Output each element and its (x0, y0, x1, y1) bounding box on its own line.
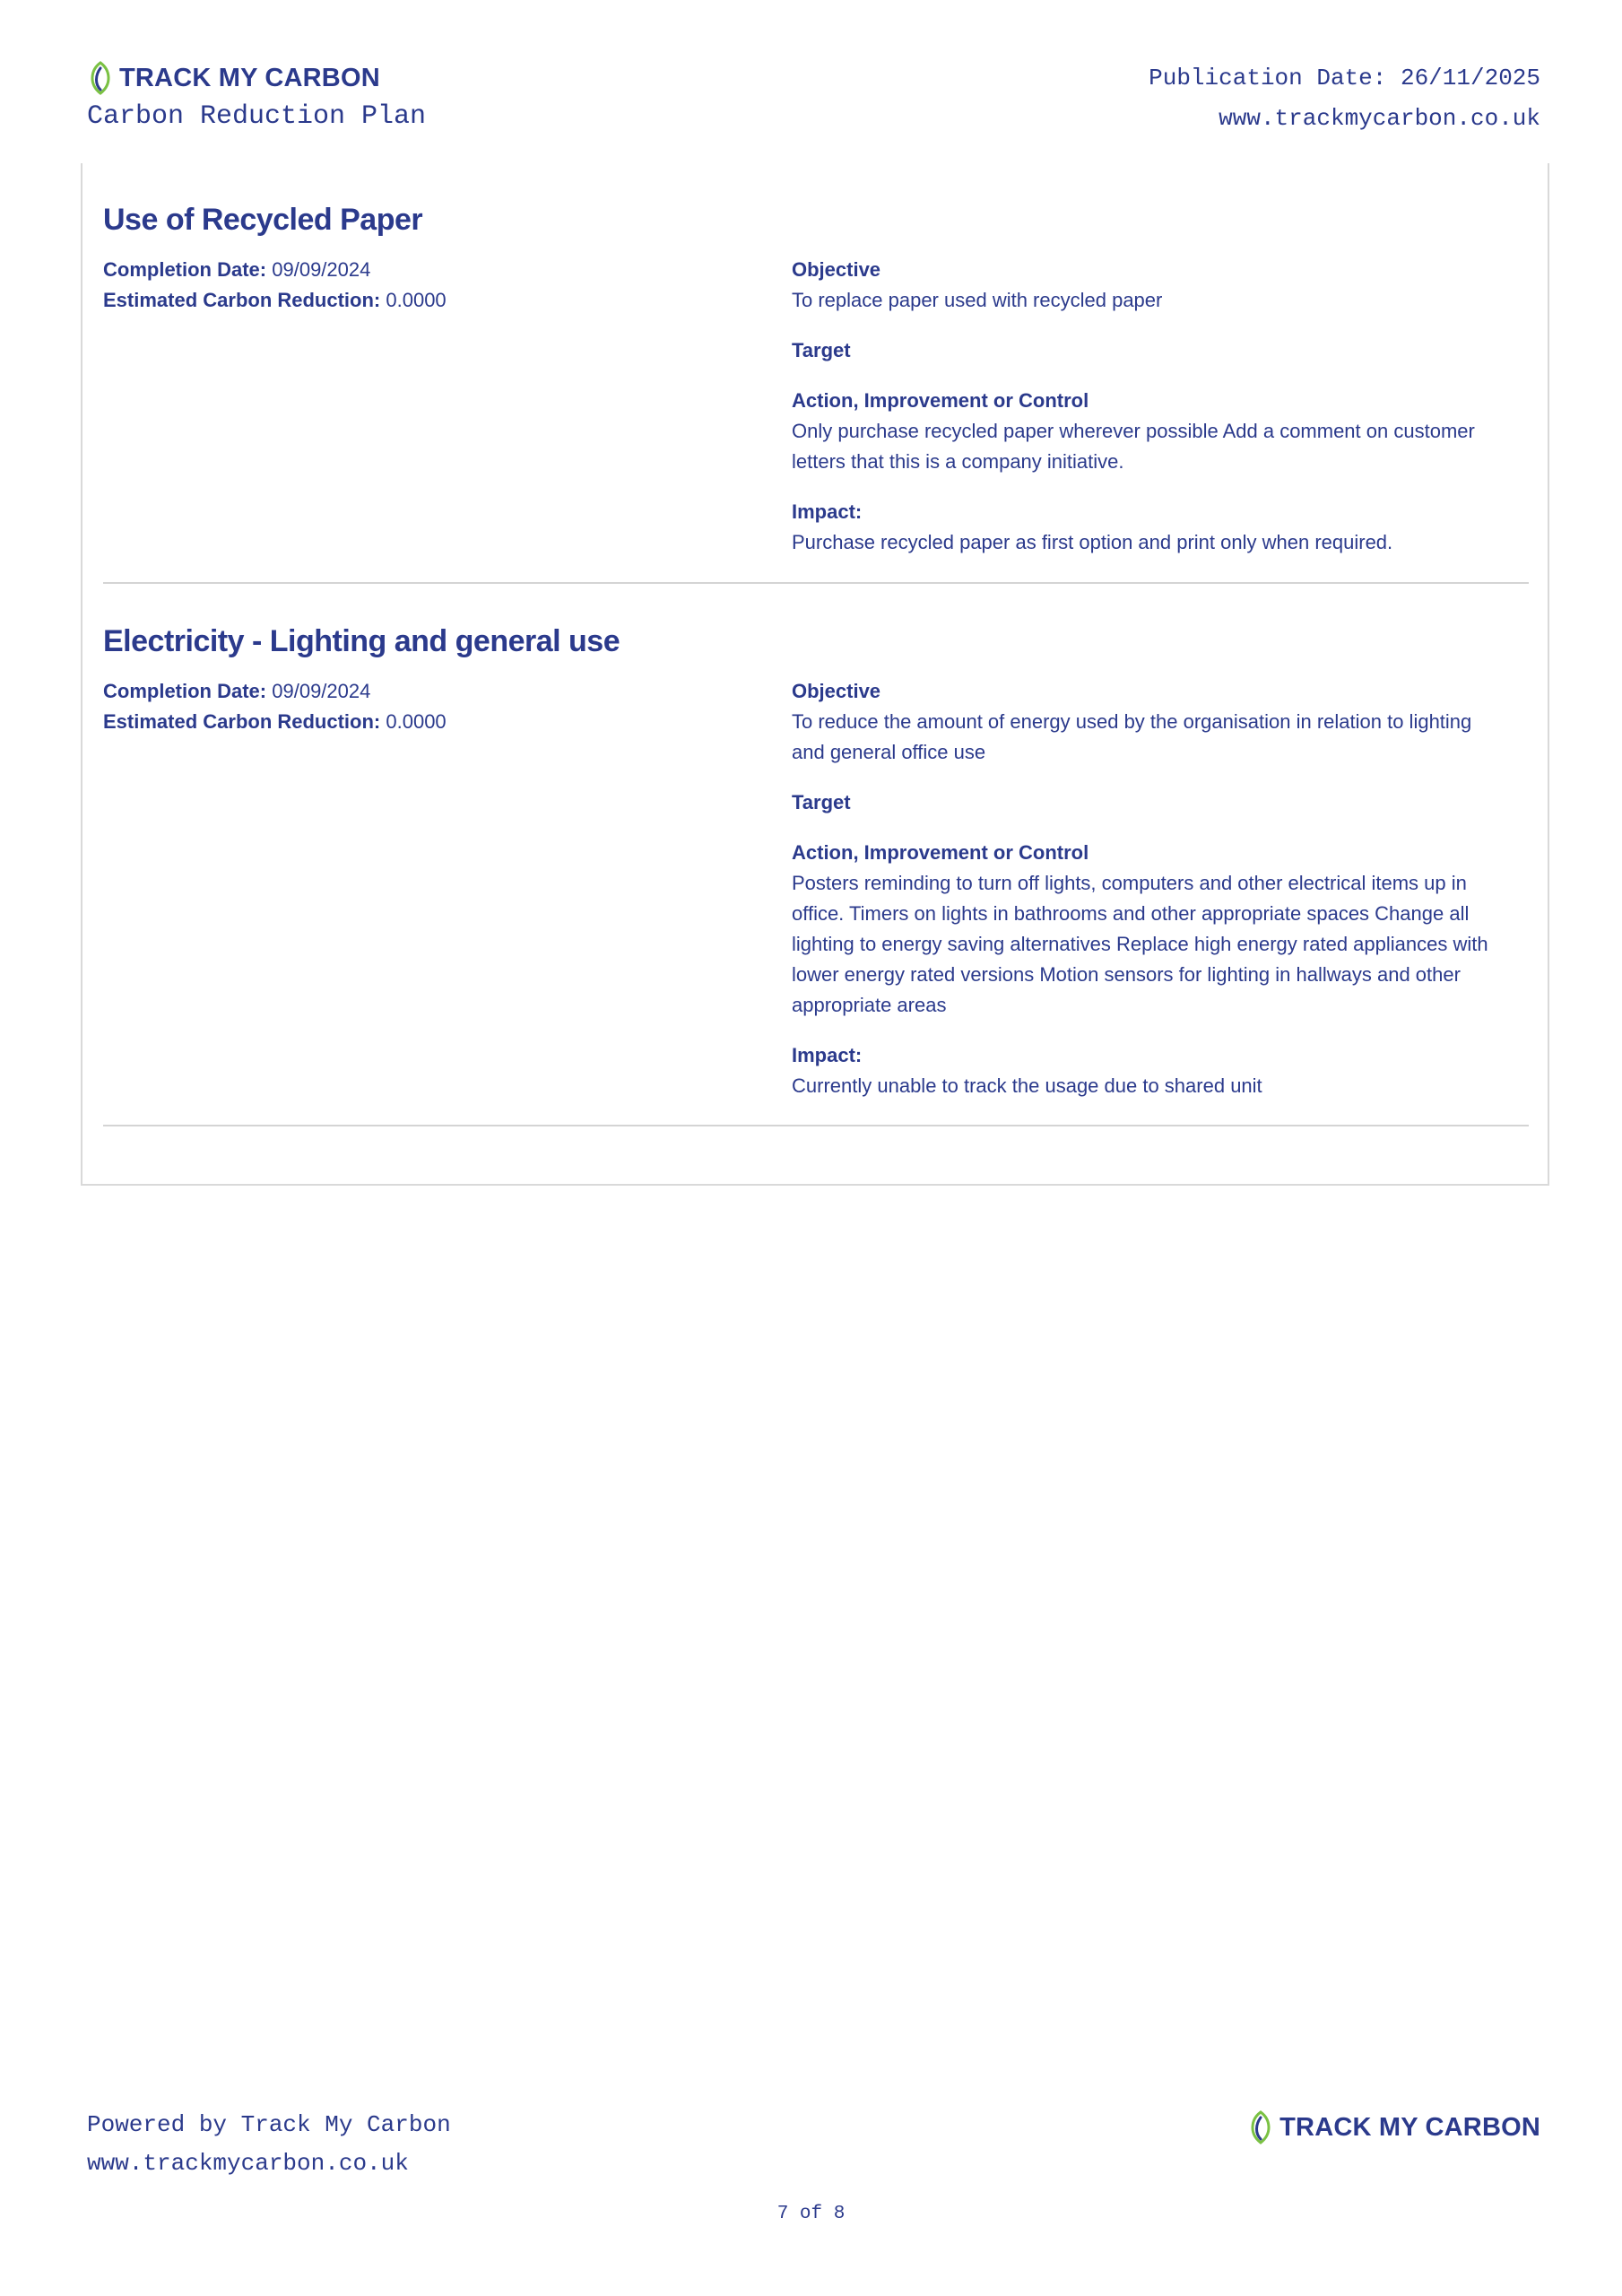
target-label: Target (792, 791, 851, 813)
leaf-logo-icon (87, 61, 114, 95)
estimated-reduction-label: Estimated Carbon Reduction: (103, 710, 381, 733)
objective-text: To reduce the amount of energy used by the organisation in relation to lighting and general office use (792, 710, 1472, 763)
objective-label: Objective (792, 258, 881, 281)
header-url[interactable]: www.trackmycarbon.co.uk (1219, 105, 1540, 132)
action-label: Action, Improvement or Control (792, 389, 1089, 412)
impact-text: Currently unable to track the usage due to shared unit (792, 1074, 1262, 1097)
impact-text: Purchase recycled paper as first option and print only when required. (792, 531, 1393, 553)
target-text (792, 366, 1491, 386)
impact-label: Impact: (792, 1044, 863, 1066)
target-text (792, 818, 1491, 838)
section-details (792, 676, 1491, 1101)
page-number: 7 of 8 (776, 2204, 846, 2224)
document-subtitle: Carbon Reduction Plan (87, 101, 427, 132)
completion-date-value: 09/09/2024 (272, 680, 371, 702)
section-meta (103, 255, 731, 316)
section-details (792, 255, 1491, 558)
brand-name: TRACK MY CARBON (1279, 2112, 1540, 2142)
leaf-logo-icon (1247, 2110, 1274, 2144)
impact-label: Impact: (792, 500, 863, 523)
footer-logo (1247, 2110, 1540, 2144)
target-label: Target (792, 339, 851, 361)
section-title: Electricity - Lighting and general use (103, 624, 620, 658)
completion-date-value: 09/09/2024 (272, 258, 371, 281)
footer-url[interactable]: www.trackmycarbon.co.uk (87, 2150, 409, 2177)
section-divider (103, 582, 1529, 584)
completion-date-row (103, 676, 731, 707)
section-divider (103, 1125, 1529, 1126)
plan-section (103, 624, 1529, 1097)
action-text: Posters reminding to turn off lights, computers and other electrical items up in office. Timers on lights in bathrooms and other appropriate spaces Change all lighting to energy saving alternatives Replace high energy rated appliances with lower energy rated versions Motion sensors for lighting in hallways and other appropriate areas (792, 872, 1488, 1016)
objective-text: To replace paper used with recycled paper (792, 289, 1163, 311)
header-logo (87, 61, 380, 95)
completion-date-label: Completion Date: (103, 680, 267, 702)
objective-label: Objective (792, 680, 881, 702)
estimated-reduction-value: 0.0000 (386, 710, 447, 733)
plan-section (103, 203, 1529, 553)
estimated-reduction-row (103, 707, 731, 737)
estimated-reduction-row (103, 285, 731, 316)
action-label: Action, Improvement or Control (792, 841, 1089, 864)
publication-date: Publication Date: 26/11/2025 (1149, 65, 1540, 91)
estimated-reduction-label: Estimated Carbon Reduction: (103, 289, 381, 311)
section-meta (103, 676, 731, 737)
brand-name: TRACK MY CARBON (119, 63, 380, 92)
completion-date-label: Completion Date: (103, 258, 267, 281)
completion-date-row (103, 255, 731, 285)
action-text: Only purchase recycled paper wherever possible Add a comment on customer letters that this is a company initiative. (792, 420, 1475, 473)
content-box (81, 163, 1549, 1186)
estimated-reduction-value: 0.0000 (386, 289, 447, 311)
section-title: Use of Recycled Paper (103, 203, 423, 237)
footer-powered-by: Powered by Track My Carbon (87, 2111, 451, 2138)
